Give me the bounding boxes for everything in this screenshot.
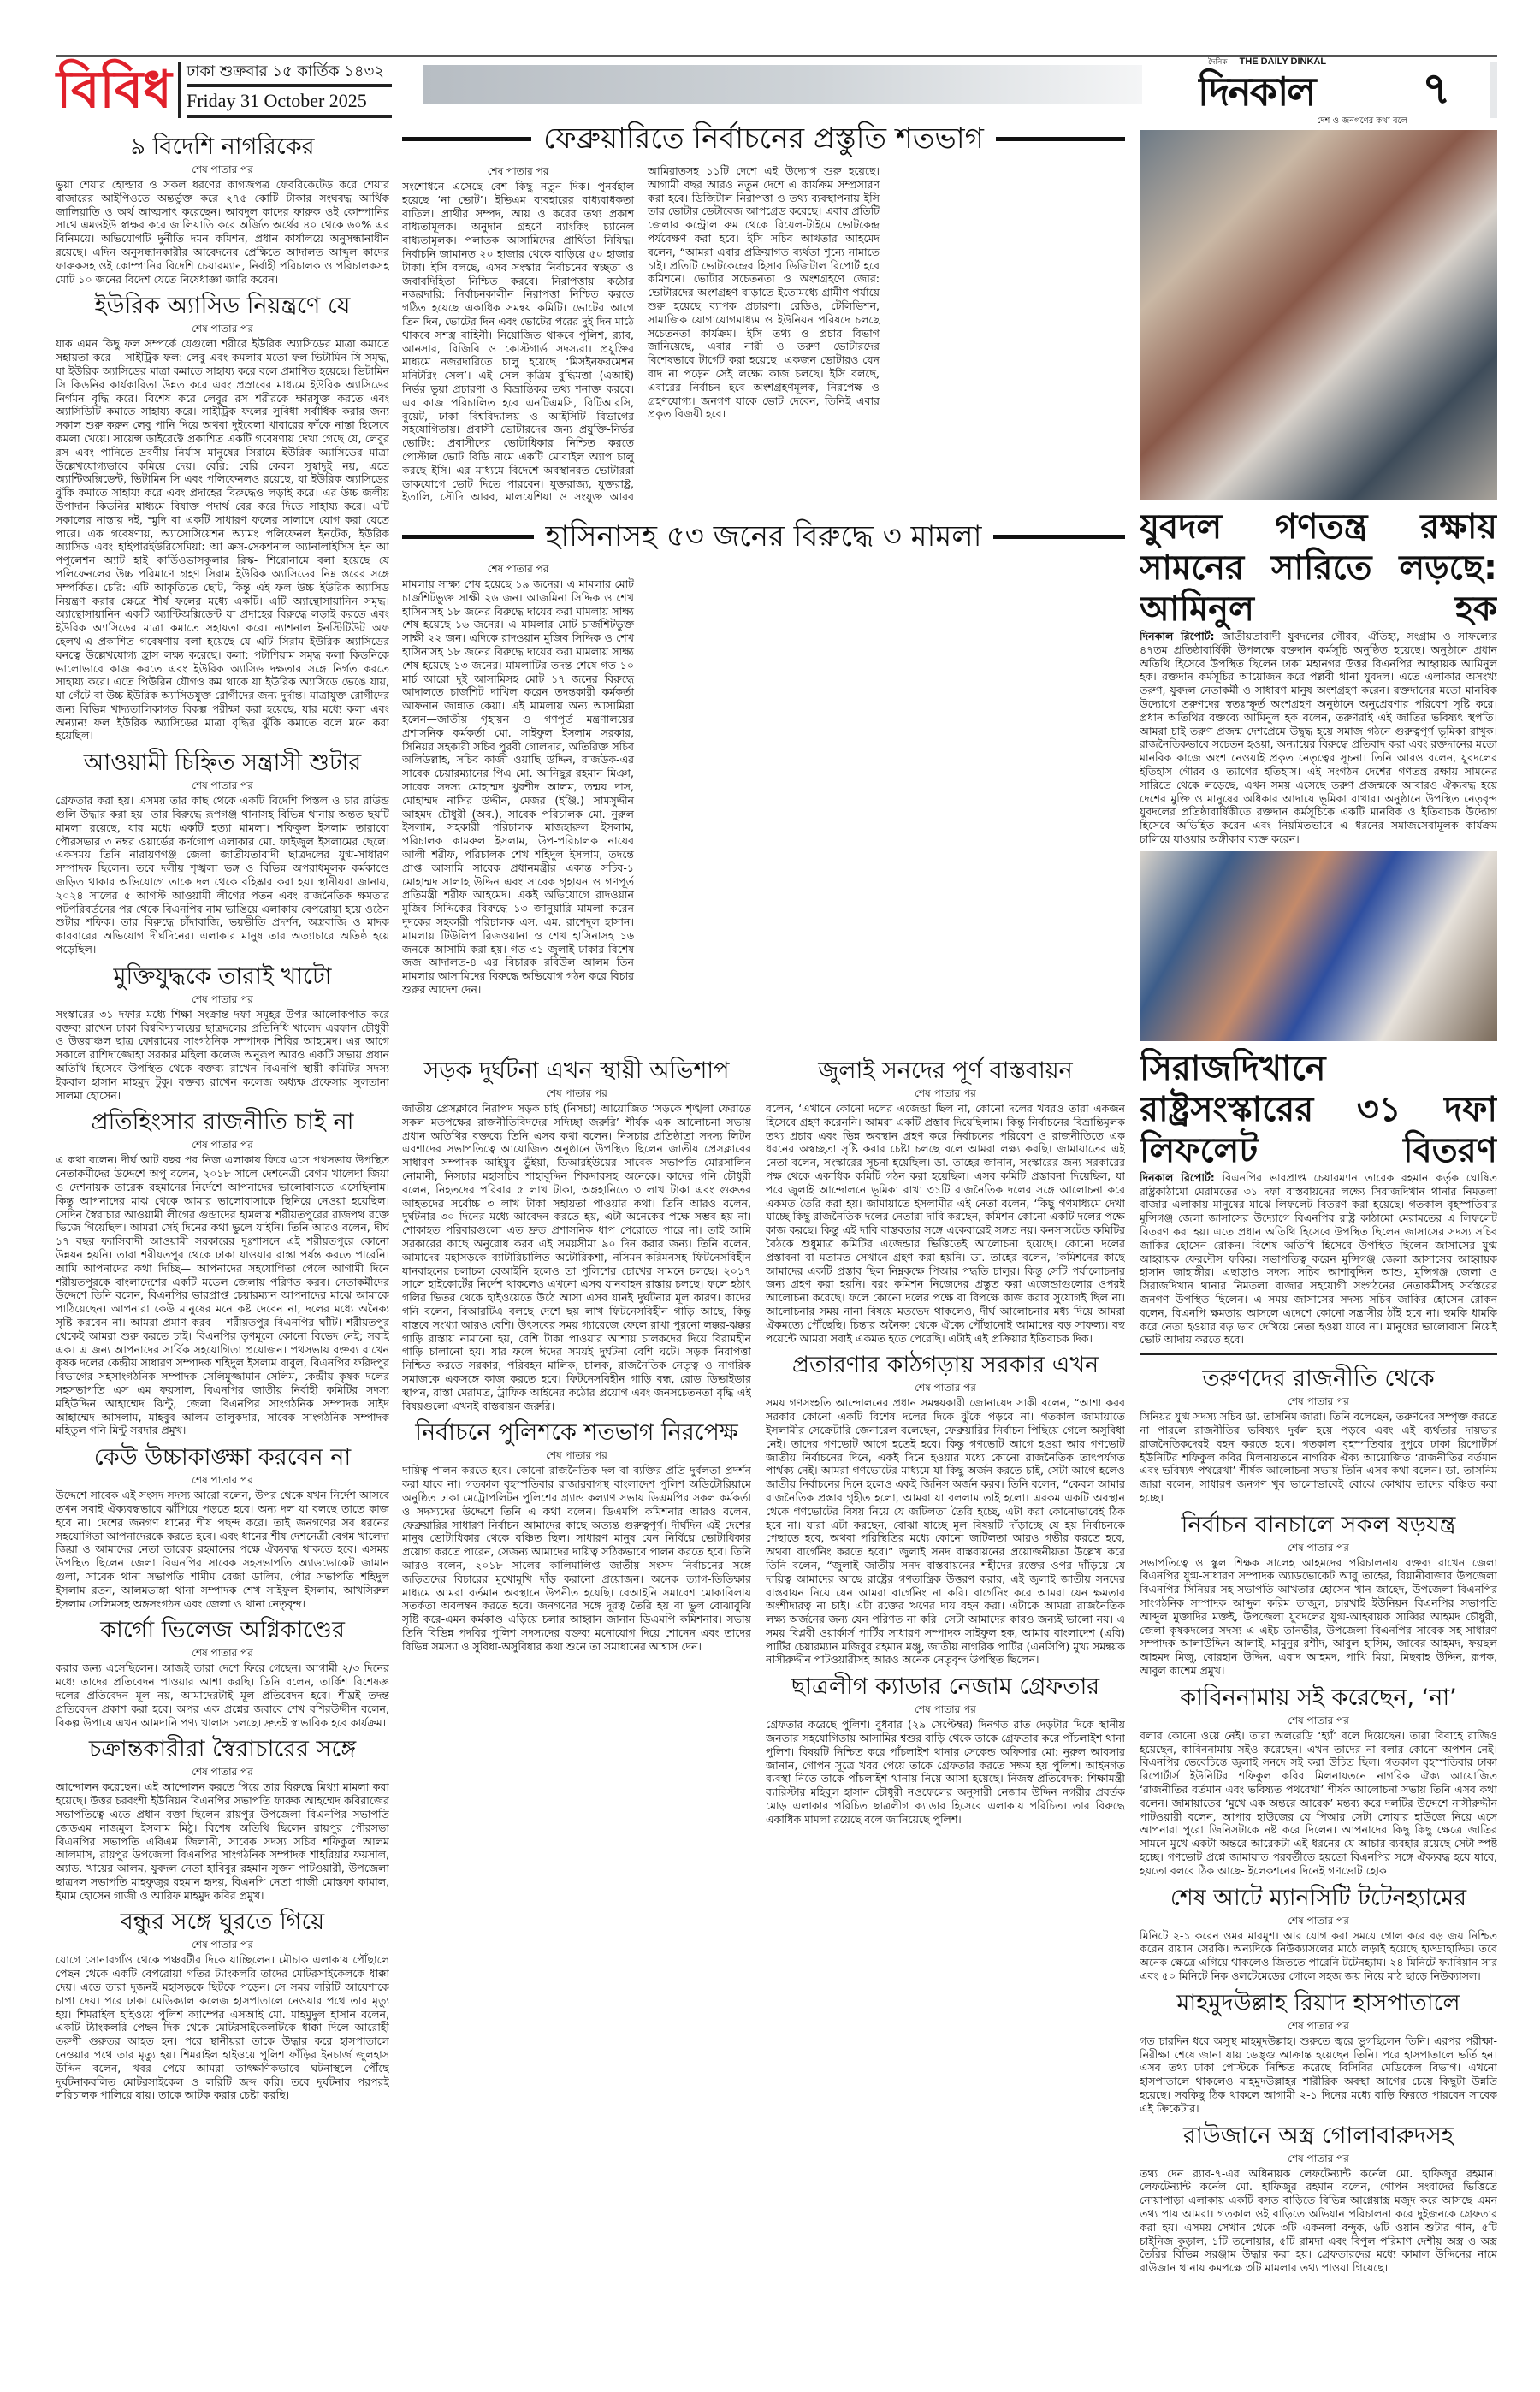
- continued-label: শেষ পাতার পর: [1288, 2019, 1349, 2032]
- article-body: সময় গণসংহতি আন্দোলনের প্রধান সমন্বয়কারী জোনায়েদ সাকী বলেন, “আশা করব সরকার কোনো একটি বিশেষ দলের দিকে ঝুঁকে পড়বে না। গতকাল জামায়াতে ইসলামীর সেক্রেটারি জেনারেল বলেছেন, ফেব্রুয়ারির নির্বাচন পিছিয়ে গেলে অসুবিধা নেই। তাদের গণভোট আগে হতেই হবে। কিন্তু গণভোট আগে হওয়া আর গণভোট জাতীয় নির্বাচনের দিনে, একই দিনে হওয়ার মধ্যে কোনো রাজনৈতিক তাৎপর্যগত পার্থক্য নেই। আমরা গণভোটের মাধ্যমে যা কিছু অর্জন করতে চাই, সেটা আগে হলেও জাতীয় নির্বাচনের দিনে হলেও একই জিনিস অর্জন করব। তিনি বলেন, “কেবল আমার রাজনৈতিক প্রস্তাব গৃহীত হলো, আমরা যা বললাম তাই হলো। এরকম একটি অবস্থান থেকে গণভোটের বিষয় নিয়ে যে জটিলতা তৈরি হচ্ছে, এটা করা কোনোভাবেই ঠিক হবে না। যারা এটা করছেন, বোঝা যাচ্ছে মূল বিষয়টি দাঁড়াচ্ছে যে হয় নির্বাচনকে পেছাতে হবে, অথবা পরিস্থিতির মধ্যে কোনো জটিলতা আরও গভীর করতে হবে, অথবা বার্গেনিং করতে হবে।” জুলাই সনদ বাস্তবায়নের প্রয়োজনীয়তা উল্লেখ করে তিনি বলেন, “জুলাই জাতীয় সনদ বাস্তবায়নের শহীদের রক্তের ওপর দাঁড়িয়ে যে দায়িত্ব আমাদের আছে রাষ্ট্রের গণতান্ত্রিক উত্তরণ করার, এই জুলাই জাতীয় সনদের বাস্তবায়ন নিয়ে যেন আমরা বার্গেনিং না করি। বার্গেনিং করে আমরা যেন ক্ষমতার অংশীদারত্ব না চাই। এটা রক্তের ঋণের দায় বহন করা। এটাকে আমরা রাজনৈতিক লক্ষ্য অর্জনের জন্য যেন পরিণত না করি। সেটা আমাদের কারও জন্যই ভালো নয়। এ সময় বিপ্লবী ওয়ার্কার্স পার্টির সাধারণ সম্পাদক সাইফুল হক, আমার বাংলাদেশ (এবি) পার্টির চেয়ারম্যান মজিবুর রহমান মঞ্জু, জাতীয় নাগরিক পার্টির (এনসিপি) মুখ্য সমন্বয়ক নাসীরুদ্দীন পাটওয়ারীসহ আরও অনেক নেতৃবৃন্দ উপস্থিত ছিলেন।: [766, 1396, 1125, 1667]
- reporter-credit: দিনকাল রিপোর্ট:: [1140, 1170, 1215, 1184]
- divider: [187, 84, 392, 87]
- article-body: যোগে সোনারগাঁও থেকে পঞ্চবটীর দিকে যাচ্ছিলেন। মৌচাক এলাকায় পৌঁছালে পেছন থেকে একটি বেপরোয়া গতির ট্যাংকলরি তাদের মোটরসাইকেলকে ধাক্কা দেয়। এতে তারা দুজনই মহাসড়কে ছিটকে পড়েন। সে সময় লরিটি আয়েশাকে চাপা দেয়। পরে ঢাকা মেডিক্যাল কলেজ হাসপাতালে নেওয়ার পথে তার মৃত্যু হয়। শিমরাইল হাইওয়ে পুলিশ ক্যাম্পের এসআই মো. মাহমুদুল হাসান বলেন, একটি ট্যাংকলরি পেছন দিক থেকে মোটরসাইকেলটিকে ধাক্কা দিলে আরোহী তরুণী গুরুতর আহত হন। পরে স্থানীয়রা তাকে উদ্ধার করে হাসপাতালে নেওয়ার পথে তার মৃত্যু হয়। শিমরাইল হাইওয়ে পুলিশ ফাঁড়ির ইনচার্জ জুলহাস উদ্দিন বলেন, খবর পেয়ে আমরা তাৎক্ষণিকভাবে ঘটনাস্থলে পৌঁছে দুর্ঘটনাকবলিত মোটরসাইকেল ও লরিটি জব্দ করি। তবে দুর্ঘটনার পরপরই লরিচালক পালিয়ে যায়। তাকে আটক করার চেষ্টা করছি।: [56, 1953, 389, 2102]
- continued-label: শেষ পাতার পর: [1288, 1541, 1349, 1554]
- headline: যুবদল গণতন্ত্র রক্ষায় সামনের সারিতে লড়ছে: আমিনুল হক: [1140, 507, 1497, 629]
- continued-label: শেষ পাতার পর: [915, 1382, 976, 1394]
- divider: [187, 115, 392, 118]
- article-text: [766, 1718, 1125, 1826]
- headline: ফেব্রুয়ারিতে নির্বাচনের প্রস্তুতি শতভাগ: [543, 121, 984, 156]
- continued-label: শেষ পাতার পর: [1288, 2152, 1349, 2164]
- article-text: [56, 1008, 389, 1103]
- headline: তরুণদের রাজনীতি থেকে: [1202, 1365, 1435, 1393]
- divider: [178, 62, 181, 118]
- article: [56, 1734, 389, 1902]
- article: [56, 748, 389, 956]
- date-english: Friday 31 October 2025: [187, 90, 367, 111]
- headline: কার্গো ভিলেজ অগ্নিকাণ্ডের: [100, 1617, 345, 1644]
- article-text: [402, 1464, 751, 1653]
- headline: প্রতারণার কাঠগড়ায় সরকার এখন: [791, 1352, 1099, 1379]
- section-name: বিবিধ: [56, 60, 172, 120]
- article: [56, 1615, 389, 1729]
- article-text: [402, 1102, 751, 1412]
- headline-row: [402, 120, 1125, 157]
- article: [766, 1350, 1125, 1667]
- continued-label: শেষ পাতার পর: [546, 1449, 607, 1462]
- right-column: [1140, 130, 1497, 2386]
- logo-bengali: দিনকাল: [1198, 68, 1315, 115]
- divider: [402, 137, 531, 141]
- continued-label: শেষ পাতার পর: [192, 1766, 253, 1779]
- article: [402, 1418, 751, 1653]
- left-column: [56, 130, 389, 2382]
- article-body: ভুয়া শেয়ার হোল্ডার ও সকল ধরণের কাগজপত্র ফেবরিকেটেড করে শেয়ার বাজারের আইপিওতে অন্তর্ভুক্ত করে ২৭৫ কোটি টাকার সংঘবদ্ধ আর্থিক জালিয়াতি ও অর্থ আত্মসাৎ করেছেন। আবদুল কাদের ফারুক ওই কোম্পানির সাথে এমওইউ স্বাক্ষর করে জালিয়াতি করে অর্জিত অর্থের ৪০ থেকে ৬০% এর বিনিময়ে। অভিযোগটি দুর্নীতি দমন কমিশন, প্রধান কার্যালয়ে অনুসন্ধানাধীন রয়েছে। এদিন অনুসন্ধানকারীর আবেদনের প্রেক্ষিতে আদালত আব্দুল কাদের ফারুকসহ ওই কোম্পানির বিদেশি চেয়ারম্যান, নির্বাহী পরিচালক ও পরিচালকসহ মোট ১০ জনের বিদেশ যেতে নিষেধাজ্ঞা জারি করেন।: [56, 178, 389, 286]
- continued-label: শেষ পাতার পর: [192, 1647, 253, 1660]
- article-text: [56, 1953, 389, 2102]
- article-body: তথ্য দেন র‍্যাব-৭-এর অধিনায়ক লেফটেন্যান্ট কর্নেল মো. হাফিজুর রহমান। লেফটেন্যান্ট কর্নেল মো. হাফিজুর রহমান বলেন, গোপন সংবাদের ভিত্তিতে নোয়াপাড়া এলাকায় একটি বসত বাড়িতে বিভিন্ন আগ্নেয়াস্ত্র মজুদ করে আসছে এমন তথ্য পায় আমরা। গতকাল ওই বাড়িতে অভিযান পরিচালনা করে দুইজনকে গ্রেফতার করা হয়। এসময় সেখান থেকে ৩টি একনলা বন্দুক, ৬টি ওয়ান শুটার গান, ৫টি চাইনিজ কুড়াল, ১টি তলোয়ার, ৫টি রামদা এবং বিপুল পরিমাণ দেশীয় অস্ত্র ও অস্ত্র তৈরির বিভিন্ন সরঞ্জাম উদ্ধার করা হয়। গ্রেফতারদের মধ্যে কামাল উদ্দিনের নামে রাউজান থানায় কমপক্ষে ৩টি মামলার তথ্য পাওয়া গিয়েছে।: [1140, 2166, 1497, 2275]
- article: [56, 1907, 389, 2102]
- article: [56, 1107, 389, 1437]
- continued-label: শেষ পাতার পর: [487, 165, 549, 177]
- article-body: করার জন্য এসেছিলেন। আজই তারা দেশে ফিরে গেছেন। আগামী ২/৩ দিনের মধ্যে তাদের প্রতিবেদন পাওয়ার আশা করছি। তিনি বলেন, তার্কিশ বিশেষজ্ঞ দলের প্রতিবেদন মূল নয়, আমাদেরটাই মূল প্রতিবেদন হবে। শীঘ্রই তদন্ত প্রতিবেদন প্রকাশ করা হবে। অপর এক প্রশ্নের জবাবে শেখ বশিরউদ্দীন বলেন, বিকল্প উপায়ে এখন আমদানি পণ্য খালাস চলছে। দ্রুতই স্বাভাবিক হবে কার্যক্রম।: [56, 1661, 389, 1729]
- article: [1140, 1683, 1497, 1878]
- headline: ইউরিক অ্যাসিড নিয়ন্ত্রণে যে: [94, 293, 351, 320]
- headline: জুলাই সনদের পূর্ণ বাস্তবায়ন: [818, 1057, 1073, 1084]
- logo-top-row: [1198, 56, 1407, 68]
- article-text: [1140, 2167, 1497, 2275]
- top-story: [402, 120, 1125, 518]
- headline: ছাত্রলীগ ক্যাডার নেজাম গ্রেফতার: [791, 1673, 1100, 1701]
- article-text: [56, 794, 389, 956]
- continued-label: শেষ পাতার পর: [192, 992, 253, 1005]
- headline: কেউ উচ্চাকাঙ্ক্ষা করবেন না: [93, 1444, 352, 1471]
- article-body: গ্রেফতার করা হয়। এসময় তার কাছ থেকে একটি বিদেশি পিস্তল ও চার রাউন্ড গুলি উদ্ধার করা হয়। তার বিরুদ্ধে রূপগঞ্জ থানাসহ বিভিন্ন থানায় অন্তত ছয়টি মামলা রয়েছে, যার মধ্যে একটি হত্যা মামলা। শফিকুল ইসলাম তারাবো পৌরসভার ৩ নম্বর ওয়ার্ডের কর্ণগোপ এলাকার মো. ফাইজুল ইসলামের ছেলে। একসময় তিনি নারায়ণগঞ্জ জেলা জাতীয়তাবাদী ছাত্রদলের যুগ্ম-সাধারণ সম্পাদক ছিলেন। তবে দলীয় শৃঙ্খলা ভঙ্গ ও বিভিন্ন অপরাধমূলক কর্মকাণ্ডে জড়িত থাকার অভিযোগে তাকে দল থেকে বহিষ্কার করা হয়। স্থানীয়রা জানায়, ২০২৪ সালের ৫ আগস্ট আওয়ামী লীগের পতন এবং রাজনৈতিক ক্ষমতার পটপরিবর্তনের পর থেকে বিএনপির নাম ভাঙিয়ে এলাকায় বেপরোয়া হয়ে ওঠেন শুটার শফিক। তার বিরুদ্ধে চাঁদাবাজি, ভয়ভীতি প্রদর্শন, অস্ত্রবাজি ও মাদক কারবারের অভিযোগ দীর্ঘদিনের। এলাকার মানুষ তার অত্যাচারে অতিষ্ঠ হয়ে পড়েছিল।: [56, 794, 389, 956]
- article-body: বিএনপির ভারপ্রাপ্ত চেয়ারম্যান তারেক রহমান কর্তৃক ঘোষিত রাষ্ট্রকাঠামো মেরামতের ৩১ দফা বাস্তবায়নের লক্ষ্যে সিরাজদিখান থানার নিমতলা বাজার এলাকায় মানুষের মাঝে লিফলেট বিতরণ করা হয়েছে। গতকাল বৃহস্পতিবার মুন্সিগঞ্জ জেলা জাসাসের উদ্যোগে বিএনপির রাষ্ট্র কাঠামো মেরামতের এ লিফলেট বিতরণ করা হয়। এতে প্রধান অতিথি হিসেবে উপস্থিত ছিলেন জাসাসের সদস্য সচিব জাকির হোসেন রোকন। বিশেষ অতিথি হিসেবে উপস্থিত ছিলেন জাসাসের যুগ্ম আহ্বায়ক ফেরদৌস ফকির। সভাপতিত্ব করেন মুন্সিগঞ্জ জেলা জাসাসের আহ্বায়ক হাসান জাহাঙ্গীর। এছাড়াও সদস্য সচিব আশাবুদ্দিন আশু, মুন্সিগঞ্জ জেলা ও সিরাজদিখান থানার নিমতলা বাজার সহযোগী সংগঠনের নেতাকর্মীসহ সর্বস্তরের জনগণ উপস্থিত ছিলেন। এ সময় জাসাসের সদস্য সচিব জাকির হোসেন রোকন বলেন, বিএনপি ক্ষমতায় আসলে এদেশে কোনো সন্ত্রাসীর ঠাঁই হবে না। হুমকি ধামকি করে নেতা হওয়ার বড় ভাব দেখিয়ে নেতা হওয়া যাবে না। মানুষের ভালোবাসা নিয়েই ভোট আদায় করতে হবে।: [1140, 1170, 1497, 1347]
- article-body: বলার কোনো ওয়ে নেই। তারা অলরেডি ‘হ্যাঁ’ বলে দিয়েছেন। তারা বিবাহে রাজিও হয়েছেন, কাবিননামায় সইও করেছেন। এখন তাদের না বলার কোনো অপশন নেই। বিএনপির ভেবেচিন্তে জুলাই সনদে সই করা উচিত ছিল। গতকাল বৃহস্পতিবার ঢাকা রিপোর্টার্স ইউনিটির শফিকুল কবির মিলনায়তনে নাগরিক ঐক্য আয়োজিত ‘রাজনীতির বর্তমান এবং ভবিষ্যত পথরেখা’ শীর্ষক আলোচনা সভায় তিনি এসব কথা বলেন। জামায়াতের ‘মুখে এক অন্তরে আরেক’ মন্তব্য করে দলটির উদ্দেশে নাসীরুদ্দীন পাটওয়ারী বলেন, আপার হাউজের যে পিআর সেটা লোয়ার হাউজে নিয়ে এসে আপনারা পুরো জিনিসটাকে নষ্ট করে দিলেন। আপনাদের কিছু কিছু ক্ষেত্রে জাতির সামনে মুখে একটা অন্তরে আরেকটা এই ধরনের যে আচার-ব্যবহার রয়েছে সেটা স্পষ্ট হচ্ছে। গণভোট প্রশ্নে জামায়াত পরবর্তীতে হয়তো বিএনপির সঙ্গে ঐক্যবদ্ধ হয়ে যাবে, হয়তো বলবে ঠিক আছে- ইলেকশনের দিনেই গণভোট হোক।: [1140, 1728, 1497, 1877]
- article-text: [1140, 1929, 1497, 1983]
- headline: হাসিনাসহ ৫৩ জনের বিরুদ্ধে ৩ মামলা: [545, 519, 982, 554]
- headline: সিরাজদিখানে রাষ্ট্রসংস্কারের ৩১ দফা লিফলেট বিতরণ: [1140, 1048, 1497, 1170]
- article-body: সিনিয়র যুগ্ম সদস্য সচিব ডা. তাসনিম জারা। তিনি বলেছেন, তরুণদের সম্পৃক্ত করতে না পারলে রাজনীতির ভবিষ্যৎ দুর্বল হয়ে পড়বে এবং এই ব্যর্থতার দায়ভার রাজনৈতিকদেরই বহন করতে হবে। গতকাল বৃহস্পতিবার দুপুরে ঢাকা রিপোর্টার্স ইউনিটির শফিকুল কবির মিলনায়তনে নাগরিক ঐক্য আয়োজিত ‘রাজনীতির বর্তমান এবং ভবিষ্যৎ পথরেখা’ শীর্ষক আলোচনা সভায় তিনি এসব কথা বলেন। ডা. তাসনিম জারা বলেন, সাধারণ জনগণ খুব ভালোভাবেই বোঝে কোথায় তাদের বঞ্চিত করা হচ্ছে।: [1140, 1410, 1497, 1504]
- lower-left-column: [402, 1054, 751, 2384]
- article-text: [56, 1153, 389, 1437]
- article: [56, 132, 389, 286]
- continued-label: শেষ পাতার পর: [915, 1703, 976, 1716]
- continued-label: শেষ পাতার পর: [1288, 1395, 1349, 1408]
- continued-label: শেষ পাতার পর: [487, 563, 549, 575]
- divider: [1140, 1353, 1497, 1355]
- article-body: দায়িত্ব পালন করতে হবে। কোনো রাজনৈতিক দল বা ব্যক্তির প্রতি দুর্বলতা প্রদর্শন করা যাবে না। গতকাল বৃহস্পতিবার রাজারবাগস্থ বাংলাদেশ পুলিশ অডিটোরিয়ামে অনুষ্ঠিত ঢাকা মেট্রোপলিটন পুলিশের গ্র্যান্ড কল্যাণ সভায় ডিএমপির সকল কর্মকর্তা ও সদস্যদের উদ্দেশে তিনি এ কথা বলেন। ডিএমপি কমিশনার আরও বলেন, ফেব্রুয়ারির সাধারণ নির্বাচন আমাদের কাছে অত্যন্ত গুরুত্বপূর্ণ। দীর্ঘদিন এই দেশের মানুষ ভোটাধিকার থেকে বঞ্চিত ছিল। সাধারণ মানুষ যেন নির্বিঘ্নে ভোটাধিকার প্রয়োগ করতে পারেন, সেজন্য আমাদের দায়িত্ব সঠিকভাবে পালন করতে হবে। তিনি আরও বলেন, ২০১৮ সালের কালিমালিপ্ত জাতীয় সংসদ নির্বাচনের সঙ্গে জড়িতদের বিচারের মুখোমুখি দাঁড় করানো প্রয়োজন। অনেক ত্যাগ-তিতিক্ষার মাধ্যমে আমরা বর্তমান অবস্থানে উপনীত হয়েছি। বেআইনি সমাবেশ মোকাবিলায় সতর্কতা অবলম্বন করতে হবে। জনগণের সঙ্গে দূরত্ব তৈরি হয় বা ভুল বোঝাবুঝি সৃষ্টি করে-এমন কর্মকাণ্ড এড়িয়ে চলার আহ্বান জানান ডিএমপি কমিশনার। সভায় তিনি বিভিন্ন পদবির পুলিশ সদস্যদের বক্তব্য মনোযোগ দিয়ে শোনেন এবং তাদের বিভিন্ন সমস্যা ও সুবিধা-অসুবিধার কথা শুনে তা সমাধানের আশ্বাস দেন।: [402, 1464, 751, 1653]
- article-body: সভাপতিত্বে ও স্কুল শিক্ষক সালেহ আহমদের পরিচালনায় বক্তব্য রাখেন জেলা বিএনপির যুগ্ম-সাধারণ সম্পাদক অ্যাডভোকেট আবু তাহের, বিয়ানীবাজার উপজেলা বিএনপির সিনিয়র সহ-সভাপতি আখতার হোসেন খান জাহেদ, উপজেলা বিএনপির সাংগঠনিক সম্পাদক আব্দুল করিম তাজুল, চারখাই ইউনিয়ন বিএনপির সভাপতি আব্দুল মুক্তাদির মক্তই, উপজেলা যুবদলের যুগ্ম-আহবায়ক সাব্বির আহমদ চৌধুরী, জেলা কৃষকদলের সদস্য এ এইচ তানভীর, উপজেলা বিএনপির সাবেক সহ-সাধারণ সম্পাদক আলাউদ্দিন আলাই, মামুনুর রশীদ, আবুল হাসিম, জাবের আহমদ, ফয়ছল আহমদ মিজু, বোরহান উদ্দিন, এবাদ আহমদ, পাখি মিয়া, মিছবাহ উদ্দিন, রূপক, আবুল কাশেম প্রমুখ।: [1140, 1555, 1497, 1678]
- continued-label: শেষ পাতার পর: [1288, 1714, 1349, 1726]
- continued-label: শেষ পাতার পর: [915, 1087, 976, 1099]
- continued-label: শেষ পাতার পর: [192, 163, 253, 175]
- date-bengali: ঢাকা শুক্রবার ১৫ কার্তিক ১৪৩২: [187, 62, 384, 80]
- article-body: গ্রেফতার করেছে পুলিশ। বুধবার (২৯ সেপ্টেম্বর) দিনগত রাত দেড়টার দিকে স্থানীয় জনতার সহযোগিতায় আসামির শ্বশুর বাড়ি থেকে তাকে গ্রেফতার করে পাঁচলাইশ থানা পুলিশ। বিষয়টি নিশ্চিত করে পাঁচলাইশ থানার সেকেন্ড অফিসার মো: নুরুল আবসার জানান, গোপন সূত্রে খবর পেয়ে তাকে গ্রেফতার করতে সক্ষম হয় পুলিশ। আইনগত ব্যবস্থা নিতে তাকে পাঁচলাইশ থানায় নিয়ে আসা হয়েছে। নিজস্ব প্রতিবেদক: শিক্ষামন্ত্রী ব্যারিস্টার মহিবুল হাসান চৌধুরী নওফেলের অনুসারী নেজাম উদ্দিন নগরীর প্রবর্তক মোড় এলাকার পরিচিত ছাত্রলীগ ক্যাডার হিসেবে এলাকায় পরিচিত। তার বিরুদ্ধে একাধিক মামলা রয়েছে বলে জানিয়েছে পুলিশ।: [766, 1718, 1125, 1826]
- divider: [993, 535, 1125, 539]
- article-body: জাতীয়তাবাদী যুবদলের গৌরব, ঐতিহ্য, সংগ্রাম ও সাফল্যের ৪৭তম প্রতিষ্ঠাবার্ষিকী উপলক্ষে রক্তদান কর্মসূচি অনুষ্ঠিত হয়েছে। অনুষ্ঠানে প্রধান অতিথি হিসেবে উপস্থিত ছিলেন ঢাকা মহানগর উত্তর বিএনপির আহ্বায়ক আমিনুল হক। রক্তদান কর্মসূচির আয়োজন করে পল্লবী থানা যুবদল। এতে এলাকার অসংখ্য তরুণ, যুবদল নেতাকর্মী ও সাধারণ মানুষ অংশগ্রহণ করেন। রক্তদানের মতো মানবিক উদ্যোগে তরুণদের স্বতঃস্ফূর্ত অংশগ্রহণ অনুষ্ঠানে অনুপ্রেরণার পরিবেশ সৃষ্টি করে। প্রধান অতিথির বক্তব্যে আমিনুল হক বলেন, তরুণরাই এই জাতির ভবিষ্যৎ স্থপতি। আমরা চাই তরুণ প্রজন্ম দেশপ্রেমে উদ্বুদ্ধ হয়ে সমাজ গঠনে গুরুত্বপূর্ণ ভূমিকা রাখুক। রাজনৈতিকভাবে সচেতন হওয়া, অন্যায়ের বিরুদ্ধে প্রতিবাদ করা এবং রক্তদানের মতো মানবিক কাজে অংশ নেওয়াই প্রকৃত নেতৃত্বের সূচনা। তিনি আরও বলেন, যুবদলের ইতিহাস গৌরব ও ত্যাগের ইতিহাস। এই সংগঠন দেশের গণতন্ত্র রক্ষায় সামনের সারিতে থেকে লড়েছে, এখন সময় এসেছে তরুণ প্রজন্মকে আবারও ঐক্যবদ্ধ হয়ে দেশের মুক্তি ও মানুষের অধিকার আদায়ে ভূমিকা রাখার। অনুষ্ঠানে উপস্থিত নেতৃবৃন্দ যুবদলের প্রতিষ্ঠাবার্ষিকীতে রক্তদান কর্মসূচিকে একটি মানবিক ও ইতিবাচক উদ্যোগ হিসেবে অভিহিত করেন এবং নিয়মিতভাবে এ ধরনের সমাজসেবামূলক কার্যক্রম চালিয়ে যাওয়ার অঙ্গীকার ব্যক্ত করেন।: [1140, 630, 1497, 845]
- headline: নির্বাচন বানচালে সকল ষড়যন্ত্র: [1181, 1511, 1456, 1538]
- article-body: জাতীয় প্রেসক্লাবে নিরাপদ সড়ক চাই (নিসচা) আয়োজিত ‘সড়কে শৃঙ্খলা ফেরাতে সকল মতপক্ষের রাজনীতিবিদদের সদিচ্ছা জরুরি’ শীর্ষক এক আলোচনা সভায় প্রধান অতিথির বক্তব্যে তিনি এসব কথা বলেন। নিসচার প্রতিষ্ঠাতা সদস্য লিটন এরশাদের সভাপতিত্বে আয়োজিত অনুষ্ঠানে উপস্থিত ছিলেন জাতীয় প্রেসক্লাবের সাধারণ সম্পাদক আইয়ুব ভুঁইয়া, ডিআরইউয়ের সাবেক সভাপতি মোরসালিন নোমানী, নিসচার মহাসচিব শাহাবুদ্দিন শিকদারসহ অনেকে। কাদের গনি চৌধুরী বলেন, নিহতদের পরিবার ৫ লাখ টাকা, অঙ্গহানিতে ৩ লাখ টাকা এবং গুরুতর আহতদের সর্বোচ্চ ৩ লাখ টাকা সহায়তা পাওয়ার কথা। তিনি আরও বলেন, দুর্ঘটনার ৩০ দিনের মধ্যে আবেদন করতে হয়, এটা অনেকের পক্ষে সম্ভব হয় না। শোকাহত পরিবারগুলো এত দ্রুত প্রশাসনিক ধাপ পেরোতে পারে না। তাই আমি সরকারের কাছে অনুরোধ করব এই সময়সীমা ৯০ দিন করার জন্য। তিনি বলেন, আমাদের মহাসড়কে ব্যাটারিচালিত অটোরিকশা, নসিমন-করিমনসহ ফিটনেসবিহীন যানবাহনের চলাচল বেআইনি হলেও তা পুলিশের চোখের সামনে চলছে। ২০১৭ সালে হাইকোর্টের নির্দেশ থাকলেও এখনো এসব যানবাহন রাস্তায় চলছে। ফলে হঠাৎ গলির ভিতর থেকে হাইওয়েতে উঠে আসা এসব যানই দুর্ঘটনার মূল কারণ। কাদের গনি বলেন, বিআরটিএ বলছে দেশে ছয় লাখ ফিটনেসবিহীন গাড়ি আছে, কিন্তু বাস্তবে সংখ্যা আরও বেশি। উৎসবের সময় গ্যারেজে ফেলে রাখা পুরনো লক্কর-ঝক্কর গাড়ি রাস্তায় নামানো হয়, বেশি টাকা পাওয়ার আশায় চালকদের দিয়ে বিরামহীন গাড়ি চালানো হয়। যার ফলে ঈদের সময়ই দুর্ঘটনা বেশি ঘটে। সড়ক নিরাপত্তা নিশ্চিত করতে সরকার, পরিবহন মালিক, চালক, রাজনৈতিক নেতৃত্ব ও নাগরিক সমাজকে একসঙ্গে কাজ করতে হবে। ফিটনেসবিহীন গাড়ি বন্ধ, রোড ডিভাইডার স্থাপন, রাস্তা মেরামত, ট্রাফিক আইনের কঠোর প্রয়োগ এবং জনসচেতনতা বৃদ্ধি এই বিষয়গুলো এখনই বাস্তবায়ন জরুরি।: [402, 1102, 751, 1412]
- article-text: [56, 337, 389, 743]
- article: [1140, 2121, 1497, 2275]
- continued-label: শেষ পাতার পর: [192, 1474, 253, 1487]
- headline: আওয়ামী চিহ্নিত সন্ত্রাসী শুটার: [83, 749, 362, 777]
- divider: [402, 535, 534, 539]
- continued-label: শেষ পাতার পর: [546, 1087, 607, 1099]
- article-text: [56, 178, 389, 286]
- header-banner: [424, 65, 1142, 104]
- logo-tagline: দেশ ও জনগণের কথা বলে: [1317, 116, 1407, 126]
- article-text: [1140, 2034, 1497, 2116]
- article: [1140, 1883, 1497, 1983]
- date-block: [187, 62, 392, 120]
- page-edge: [1490, 62, 1497, 118]
- headline: চক্রান্তকারীরা স্বৈরাচারের সঙ্গে: [88, 1736, 357, 1763]
- article-body: উদ্দেশে সাবেক এই সংসদ সদস্য আরো বলেন, উপর থেকে যখন নির্দেশ আসবে তখন সবাই ঐক্যবদ্ধভাবে ঝাঁপিয়ে পড়তে হবে। অন্য দল যা বলছে তাতে কাজ হবে না। দেশের জনগণ ধানের শীষ পছন্দ করে। তাই জনগণের সব ধরনের সহযোগিতা আপনাদেরকে করতে হবে। এবং ধানের শীষ দেশনেত্রী বেগম খালেদা জিয়া ও আমাদের নেতা তারেক রহমানের পক্ষে ঐক্যবদ্ধ থাকতে হবে। এসময় উপস্থিত ছিলেন জেলা বিএনপির সাবেক সহসভাপতি অ্যাডভোকেট জামান গুলা, সাবেক থানা সভাপতি শামীম রেজা ডালিম, পৌর সভাপতি শহিদুল ইসলাম রতন, আলমডাঙ্গা থানা সম্পাদক শেখ সাইফুল ইসলাম, আখসিরুল ইসলাম সেলিমসহ অঙ্গসংগঠন এবং জেলা ও থানা নেতৃবৃন্দ।: [56, 1489, 389, 1610]
- headline: প্রতিহিংসার রাজনীতি চাই না: [91, 1109, 354, 1136]
- article-text: [766, 1396, 1125, 1667]
- page-number: ৭: [1422, 63, 1451, 115]
- article-body: যাক এমন কিছু ফল সম্পর্কে যেগুলো শরীরে ইউরিক অ্যাসিডের মাত্রা কমাতে সহায়তা করে— সাইট্রিক ফল: লেবু এবং কমলার মতো ফল ভিটামিন সি সমৃদ্ধ, যা ইউরিক অ্যাসিডের মাত্রা কমাতে সাহায্য করে বলে প্রমাণিত হয়েছে। ভিটামিন সি কিডনির কার্যকারিতা উন্নত করে এবং প্রস্রাবের মাধ্যমে ইউরিক অ্যাসিডের নির্গমন বৃদ্ধি করে। বিশেষ করে লেবুর রস শরীরকে ক্ষারযুক্ত করতে এবং অ্যাসিডিটি কমাতে সাহায্য করে। সাইট্রিক ফলের সুবিধা সর্বাধিক করার জন্য সকাল শুরু করুন লেবু পানি দিয়ে অথবা দুইবেলা খাবারের ফাঁকে নাস্তা হিসেবে কমলা খেয়ে। সায়েন্স ডাইরেক্টে প্রকাশিত একটি গবেষণায় দেখা গেছে যে, লেবুর রস এবং পানিতে দ্রবণীয় নির্যাস মানুষের সিরামে ইউরিক অ্যাসিডের মাত্রা উল্লেখযোগ্যভাবে কমিয়ে দেয়। বেরি: বেরি কেবল সুস্বাদুই নয়, এতে অ্যান্টিঅক্সিডেন্ট, ভিটামিন সি এবং পলিফেনলও রয়েছে, যা ইউরিক অ্যাসিডের ঝুঁকি কমাতে সাহায্য করে এবং প্রদাহের বিরুদ্ধেও লড়াই করে। এর উচ্চ জলীয় উপাদান কিডনির মাধ্যমে বিষাক্ত পদার্থ বের করে দিতে সাহায্য করে। এটি সকালের নাস্তায় দই, স্মুদি বা একটি সাধারণ ফলের সালাদে যোগ করা যেতে পারে। এক গবেষণায়, অ্যাসোসিয়েশন অ্যামং পলিফেনল ইনটেক, ইউরিক অ্যাসিড এবং হাইপারইউরিসেমিয়া: আ ক্রস-সেকশনাল অ্যানালাইসিস ইন আ পপুলেশন অ্যাট হাই কার্ডিওভাসকুলার রিস্ক- শিরোনামে বলা হয়েছে যে পলিফেনলের উচ্চ পরিমাণে গ্রহণ সিরাম ইউরিক অ্যাসিডের নিম্ন স্তরের সঙ্গে সম্পর্কিত। চেরি: এটি আকৃতিতে ছোট, কিন্তু এই ফল উচ্চ ইউরিক অ্যাসিড নিয়ন্ত্রণ করার ক্ষেত্রে শীর্ষ ফলের মধ্যে একটি। এটি অ্যান্থোসায়ানিন সমৃদ্ধ। অ্যান্থোসায়ানিন একটি অ্যান্টিঅক্সিডেন্ট যা প্রদাহের বিরুদ্ধে লড়াই করতে এবং ইউরিক অ্যাসিডের মাত্রা কমাতে সহায়তা করে। ন্যাশনাল ইনস্টিটিউট অফ হেলথ-এ প্রকাশিত গবেষণায় বলা হয়েছে যে এটি সিরাম ইউরিক অ্যাসিডের ঘনত্বে উল্লেখযোগ্য হ্রাস লক্ষ্য করেছে। কলা: পটাশিয়াম সমৃদ্ধ কলা কিডনিকে ভালোভাবে কাজ করতে এবং ইউরিক অ্যাসিড দক্ষতার সঙ্গে নির্গত করতে সাহায্য করে। এতে পিউরিন যৌগও কম থাকে যা ইউরিক অ্যাসিডে ভেঙে যায়, যা গেঁটে বা উচ্চ ইউরিক অ্যাসিডযুক্ত রোগীদের জন্য দুর্দান্ত। মাত্রাযুক্ত রোগীদের জন্য বিভিন্ন খাদ্যতালিকাগত বিকল্প পরীক্ষা করা হয়েছে, যার মধ্যে কলা এবং অন্যান্য ফল ইউরিক অ্যাসিডের মাত্রা বৃদ্ধির ঝুঁকি কমাতে বলে মনে করা হয়েছিল।: [56, 337, 389, 743]
- article-text: সংশোধনে এসেছে বেশ কিছু নতুন দিক। পুনর্বহাল হয়েছে ‘না ভোট’। ইভিএম ব্যবহারের বাধ্যবাধকতা বাতিল। প্রার্থীর সম্পদ, আয় ও করের তথ্য প্রকাশ বাধ্যতামূলক। অনুদান গ্রহণে ব্যাংকিং চ্যানেল বাধ্যতামূলক। পলাতক আসামিদের প্রার্থিতা নিষিদ্ধ। নির্বাচনি জামানত ২০ হাজার থেকে বাড়িয়ে ৫০ হাজার টাকা। ইসি বলছে, এসব সংস্কার নির্বাচনের স্বচ্ছতা ও জবাবদিহিতা নিশ্চিত করবে। নিরাপত্তায় কঠোর নজরদারি: নির্বাচনকালীন নিরাপত্তা নিশ্চিত করতে গঠিত হয়েছে একাধিক সমন্বয় কমিটি। ভোটের আগে তিন দিন, ভোটের দিন এবং ভোটের পরের দুই দিন মাঠে থাকবে সশস্ত্র বাহিনী। নিয়োজিত থাকবে পুলিশ, র‍্যাব, আনসার, বিজিবি ও কোস্টগার্ড সদস্যরা। প্রযুক্তির মাধ্যমে নজরদারিতে চালু হয়েছে ‘মিসইনফরমেশন মনিটরিং সেল’। এই সেল কৃত্রিম বুদ্ধিমত্তা (এআই) নির্ভর ভুয়া প্রচারণা ও বিভ্রান্তিকর তথ্য শনাক্ত করবে। এর কাজ পরিচালিত হবে এনটিএমসি, বিটিআরসি, বুয়েট, ঢাকা বিশ্ববিদ্যালয় ও আইসিটি বিভাগের সহযোগিতায়। প্রবাসী ভোটারদের জন্য প্রযুক্তি-নির্ভর ভোটিং: প্রবাসীদের ভোটাধিকার নিশ্চিত করতে পোস্টাল ভোট বিডি নামে একটি মোবাইল অ্যাপ চালু করছে ইসি। এর মাধ্যমে বিদেশে অবস্থানরত ভোটাররা ডাকযোগে ভোট দিতে পারবেন। যুক্তরাজ্য, যুক্তরাষ্ট্র, ইতালি, সৌদি আরব, মালয়েশিয়া ও সংযুক্ত আরব আমিরাতসহ ১১টি দেশে এই উদ্যোগ শুরু হয়েছে। আগামী বছর আরও নতুন দেশে এ কার্যক্রম সম্প্রসারণ করা হবে। ডিজিটাল নিরাপত্তা ও তথ্য ব্যবস্থাপনায় ইসি তার ভোটার ডেটাবেজ আপগ্রেড করেছে। এবার প্রতিটি জেলার কন্ট্রোল রুম থেকে রিয়েল-টাইমে ভোটকেন্দ্র পর্যবেক্ষণ করা হবে। ইসি সচিব আখতার আহমেদ বলেন, “আমরা এবার প্রক্রিয়াগত ব্যর্থতা শূন্যে নামাতে চাই। প্রতিটি ভোটকেন্দ্রের হিসাব ডিজিটাল রিপোর্ট হবে কমিশনে। ভোটার সচেতনতা ও অংশগ্রহণে জোর: ভোটারদের অংশগ্রহণ বাড়াতে ইতোমধ্যে গ্রামীণ পর্যায়ে শুরু হয়েছে ব্যাপক প্রচারণা। রেডিও, টেলিভিশন, সামাজিক যোগাযোগমাধ্যম ও ইউনিয়ন পরিষদে চলছে সচেতনতা কার্যক্রম। ইসি তথ্য ও প্রচার বিভাগ জানিয়েছে, এবার নারী ও তরুণ ভোটারদের বিশেষভাবে টার্গেট করা হয়েছে। একজন ভোটারও যেন বাদ না পড়েন সেই লক্ষ্যে কাজ চলছে। ইসি বলছে, এবারের নির্বাচন হবে অংশগ্রহণমূলক, নিরপেক্ষ ও গ্রহণযোগ্য। জনগণ যাকে ভোট দেবেন, তিনিই এবার প্রকৃত বিজয়ী হবে।: [402, 164, 880, 504]
- headline: বন্ধুর সঙ্গে ঘুরতে গিয়ে: [120, 1909, 325, 1936]
- article-body: আন্দোলন করেছেন। এই আন্দোলন করতে গিয়ে তার বিরুদ্ধে মিথ্যা মামলা করা হয়েছে। উত্তর চরবংশী ইউনিয়ন বিএনপির সভাপতি ফারুক আহম্মেদ কবিরাজের সভাপতিত্বে এতে প্রধান বক্তা ছিলেন রায়পুর উপজেলা বিএনপির সভাপতি জেডএম নাজমুল ইসলাম মিঠু। বিশেষ অতিথি ছিলেন রায়পুর পৌরসভা বিএনপির সভাপতি এবিএম জিলানী, সাবেক সদস্য সচিব শফিকুল আলম আলমাস, রায়পুর উপজেলা বিএনপির সাংগঠনিক সম্পাদক শাহরিয়ার ফয়সাল, অ্যাড. খায়ের আলম, যুবদল নেতা হাবিবুর রহমান সুজন পাটওয়ারী, উপজেলা ছাত্রদল সভাপতি মাহফুজুর রহমান হৃদয়, বিএনপি নেতা গাজী মোস্তফা কামাল, ইমাম হোসেন গাজী ও আরিফ মাহমুদ কবির প্রমুখ।: [56, 1780, 389, 1902]
- news-photo: [1140, 851, 1497, 1041]
- article-body: এ কথা বলেন। দীর্ঘ আট বছর পর নিজ এলাকায় ফিরে এসে পথসভায় উপস্থিত নেতাকর্মীদের উদ্দেশে অপু বলেন, ২০১৮ সালে দেশনেত্রী বেগম খালেদা জিয়া ও দেশনায়ক তারেক রহমানের নির্দেশে আপনাদের ভালোবাসতে এসেছিলাম। কিন্তু আপনাদের মাঝ থেকে আমার ভালোবাসাকে ছিনিয়ে নেওয়া হয়েছিল। সেদিন স্বৈরাচার আওয়ামী লীগের গুন্ডাদের হামলায় শরীয়তপুরের রাজপথ রক্তে ভিজে গিয়েছিল। আমরা সেই দিনের কথা ভুলে যাইনি। তিনি আরও বলেন, দীর্ঘ ১৭ বছর ফ্যাসিবাদী আওয়ামী সরকারের দুঃশাসনে এই শরীয়তপুরে কোনো উন্নয়ন হয়নি। তারা শরীয়তপুর থেকে ঢাকা যাওয়ার রাস্তা পর্যন্ত করতে পারেনি। আমি আপনাদের কথা দিচ্ছি— আপনাদের সহযোগিতা পেলে আগামী দিনে শরীয়তপুরকে বাংলাদেশের একটি মডেল জেলায় পরিণত করব। নেতাকর্মীদের উদ্দেশে তিনি বলেন, বিএনপির ভারপ্রাপ্ত চেয়ারম্যান আপনাদের মাঝে আমাকে পাঠিয়েছেন। আপনারা কেউ মানুষের মনে কষ্ট দেবেন না, দলের মধ্যে অনৈক্য সৃষ্টি করবেন না। আমরা প্রমাণ করব— শরীয়তপুর বিএনপির ঘাঁটি। শরীয়তপুর থেকেই আমরা শুরু করতে চাই। বিএনপির তৃণমূলে কোনো বিভেদ নেই; সবাই এক। এ জন্য আপনাদের সার্বিক সহযোগিতা প্রয়োজন। পথসভায় বক্তব্য রাখেন কৃষক দলের কেন্দ্রীয় সাধারণ সম্পাদক শহিদুল ইসলাম বাবুল, বিএনপির ফরিদপুর বিভাগের সহসাংগঠনিক সম্পাদক সেলিমুজ্জামান সেলিম, কেন্দ্রীয় কৃষক দলের সহসভাপতি এস এম ফয়সাল, বিএনপির জাতীয় নির্বাহী কমিটির সদস্য মহিউদ্দিন আহাম্মেদ ঝিন্টু, জেলা বিএনপির সাংগঠনিক সম্পাদক সাইদ আহাম্মেদ আসলাম, মাহবুব আলম তালুকদার, সাবেক সাংগঠনিক সম্পাদক মহিতুল গনি মিন্টু সরদার প্রমুখ।: [56, 1153, 389, 1437]
- headline-row: [402, 518, 1125, 555]
- article-text: [56, 1780, 389, 1902]
- article-text: মামলায় সাক্ষ্য শেষ হয়েছে ১৯ জনের। এ মামলার মোট চার্জশিটভুক্ত সাক্ষী ২৬ জন। আজমিনা সিদ্দিক ও শেখ হাসিনাসহ ১৮ জনের বিরুদ্ধে দায়ের করা মামলায় সাক্ষ্য শেষ হয়েছে ১৬ জনের। এ মামলার মোট চার্জশিটভুক্ত সাক্ষী ২২ জন। এদিকে রাদওয়ান মুজিব সিদ্দিক ও শেখ হাসিনাসহ ১৮ জনের বিরুদ্ধে দায়ের করা মামলায় সাক্ষ্য শেষ হয়েছে ১৩ জনের। মামলাটির তদন্ত শেষে গত ১০ মার্চ আরো দুই আসামিসহ মোট ১৭ জনের বিরুদ্ধে আদালতে চার্জশিট দাখিল করেন তদন্তকারী কর্মকর্তা আফনান জান্নাত কেয়া। এই মামলায় অন্য আসামিরা হলেন—জাতীয় গৃহায়ন ও গণপূর্ত মন্ত্রণালয়ের প্রশাসনিক কর্মকর্তা মো. সাইফুল ইসলাম সরকার, সিনিয়র সহকারী সচিব পুরবী গোলদার, অতিরিক্ত সচিব অলিউল্লাহ, সচিব কাজী ওয়াছি উদ্দিন, রাজউক-এর সাবেক চেয়ারম্যানের পিএ মো. আনিছুর রহমান মিঞা, সাবেক সদস্য মোহাম্মদ খুরশীদ আলম, তন্ময় দাস, মোহাম্মদ নাসির উদ্দীন, মেজর (ইঞ্জি.) সামসুদ্দীন আহমদ চৌধুরী (অব.), সাবেক পরিচালক মো. নুরুল ইসলাম, সহকারী পরিচালক মাজহারুল ইসলাম, পরিচালক কামরুল ইসলাম, উপ-পরিচালক নায়েব আলী শরীফ, পরিচালক শেখ শহিদুল ইসলাম, তদন্তে প্রাপ্ত আসামি সাবেক প্রধানমন্ত্রীর একান্ত সচিব-১ মোহাম্মদ সালাহ উদ্দিন এবং সাবেক গৃহায়ন ও গণপূর্ত প্রতিমন্ত্রী শরীফ আহমেদ। একই অভিযোগে রাদওয়ান মুজিব সিদ্দিকের বিরুদ্ধে ১৩ জানুয়ারি মামলা করেন দুদকের সহকারী পরিচালক এস. এম. রাশেদুল হাসান। মামলায় টিউলিপ রিজওয়ানা ও শেখ হাসিনাসহ ১৬ জনকে আসামি করা হয়। গত ৩১ জুলাই ঢাকার বিশেষ জজ আদালত-৪ এর বিচারক রবিউল আলম তিন মামলায় আসামিদের বিরুদ্ধে অভিযোগ গঠন করে বিচার শুরুর আদেশ দেন।: [402, 577, 634, 996]
- continued-label: শেষ পাতার পর: [192, 323, 253, 335]
- article: [56, 291, 389, 743]
- headline: রাউজানে অস্ত্র গোলাবারুদসহ: [1183, 2122, 1454, 2149]
- lower-right-column: [766, 1054, 1125, 2384]
- article: [1140, 1364, 1497, 1505]
- logo-english: THE DAILY DINKAL: [1239, 56, 1327, 67]
- article-text: [1140, 1729, 1497, 1878]
- article-text: [1140, 1171, 1497, 1347]
- article-text: [1140, 1556, 1497, 1678]
- article-body: [402, 164, 1125, 511]
- newspaper-logo: [1198, 56, 1407, 128]
- headline: মাহমুদউল্লাহ রিয়াদ হাসপাতালে: [1176, 1989, 1460, 2016]
- headline: নির্বাচনে পুলিশকে শতভাগ নিরপেক্ষ: [415, 1419, 738, 1447]
- continued-label: শেষ পাতার পর: [192, 1939, 253, 1951]
- article: [1140, 1988, 1497, 2116]
- headline: শেষ আটে ম্যানসিটি টটেনহ্যামের: [1170, 1884, 1467, 1911]
- headline: ৯ বিদেশি নাগরিকের: [130, 133, 315, 160]
- logo-daily: দৈনিক: [1208, 58, 1228, 67]
- article-body: গত চারদিন ধরে অসুস্থ মাহমুদউল্লাহ। শুরুতে জ্বরে ভুগছিলেন তিনি। এরপর পরীক্ষা-নিরীক্ষা শেষে জানা যায় ডেঙ্গু আক্রান্ত হয়েছেন তিনি। পরে হাসপাতালে ভর্তি হন। এসব তথ্য ঢাকা পোস্টকে নিশ্চিত করেছে বিসিবির মেডিকেল বিভাগ। এখনো হাসপাতালে থাকলেও মাহমুদউল্লাহর শারীরিক অবস্থা আগের চেয়ে কিছুটা উন্নতি হয়েছে। সবকিছু ঠিক থাকলে আগামী ২-১ দিনের মধ্যে বাড়ি ফিরতে পারবেন সাবেক এই ক্রিকেটার।: [1140, 2034, 1497, 2115]
- article-body: বলেন, ‘এখানে কোনো দলের এজেন্ডা ছিল না, কোনো দলের খবরও তারা একজন হিসেবে গ্রহণ করেননি। আমরা একটি প্রস্তাব দিয়েছিলাম। কিন্তু নির্বাচনের বিভ্রান্তিমূলক তথ্য প্রচার এবং ভিন্ন অবস্থান গ্রহণ করে নির্বাচনের পরিবেশ ও রাজনীতিতে এক ধরনের অস্বচ্ছতা সৃষ্টি করার চেষ্টা চলছে বলে আমরা লক্ষ্য করছি। জামায়াতের এই নেতা বলেন, সংস্কারের সূচনা হয়েছিল। ডা. তাহের জানান, সংস্কারের জন্য সরকারের পক্ষ থেকে একাধিক কমিটি গঠন করা হয়েছিল। এসব কমিটি প্রস্তাবনা দিয়েছিল, যা পরে জুলাই আন্দোলনে ভূমিকা রাখা ৩১টি রাজনৈতিক দলের সঙ্গে আলোচনা করে একমত তৈরি করা হয়। জামায়াতে ইসলামীর এই নেতা বলেন, ‘কিছু গণমাধ্যমে দেখা যাচ্ছে কিছু রাজনৈতিক দলের নেতারা দাবি করছেন, কমিশন কোনো একটি দলের পক্ষে কাজ করছে। কিন্তু এই দাবি বাস্তবতার সঙ্গে একেবারেই সঙ্গত নয়। কনসাসটেন্ড কমিটির বৈঠকে শুধুমাত্র কমিটির এজেন্ডার ভিত্তিতেই আলোচনা হয়েছে। কোনো দলের প্রস্তাবনা বা মতামত সেখানে গ্রহণ করা হয়নি। ডা. তাহের বলেন, ‘কমিশনের কাছে আমাদের একটি প্রস্তাব ছিল নিম্নকক্ষে পিআর পদ্ধতি চালুর। কিন্তু সেটি পর্যালোচনার জন্য গ্রহণ করা হয়নি। বরং কমিশন নিজেদের প্রস্তুত করা এজেন্ডাগুলোর ওপরই আলোচনা করেছে। ফলে কোনো দলের পক্ষে বা বিপক্ষে কাজ করার সুযোগই ছিল না। আলোচনার সময় নানা বিষয়ে মতভেদ থাকলেও, দীর্ঘ আলোচনার মধ্য দিয়ে আমরা ঐকমত্যে পৌঁছেছি। চিন্তার অনৈক্য থেকে ঐক্যে পৌঁছানোই আমাদের বড় সাফল্য। বহু পয়েন্টে আমরা সবাই একমত হতে পেরেছি। এটাই এই প্রক্রিয়ার ইতিবাচক দিক।: [766, 1102, 1125, 1345]
- headline: কাবিননামায় সই করেছেন, ‘না’: [1180, 1684, 1457, 1711]
- article: [1140, 1048, 1497, 1347]
- article-text: [1140, 630, 1497, 846]
- article-body: সংস্কারের ৩১ দফার মধ্যে শিক্ষা সংক্রান্ত দফা সমূহর উপর আলোকপাত করে বক্তব্য রাখেন ঢাকা বিশ্ববিদ্যালয়ের ছাত্রদলের প্রতিনিধি খালেদ এরফান চৌধুরী ও উত্তরাঞ্চল ছাত্র ফোরামের সাংগঠনিক সম্পাদক শিবির আহমেদ। এর আগে সকালে রাশিদাজ্জোহা সরকার মহিলা কলেজ অনুরূপ আরও একটি সভায় প্রধান অতিথি হিসেবে উপস্থিত থেকে বক্তব্য রাখেন বিএনপি স্থায়ী কমিটির সদস্য ইকবাল হাসান মাহমুদ টুকু। বক্তব্য রাখেন কলেজ অধ্যক্ষ প্রফেসার সুলতানা সালমা হোসেন।: [56, 1007, 389, 1102]
- continued-label: শেষ পাতার পর: [192, 1139, 253, 1152]
- continued-label: শেষ পাতার পর: [192, 779, 253, 792]
- article: [766, 1056, 1125, 1345]
- hasina-story: [402, 518, 1125, 1048]
- article-text: [766, 1102, 1125, 1345]
- divider: [996, 137, 1125, 141]
- reporter-credit: দিনকাল রিপোর্ট:: [1140, 630, 1215, 642]
- headline: মুক্তিযুদ্ধকে তারাই খাটো: [113, 962, 332, 990]
- article-body: মিনিটে ২-১ করেন ওমর মারমুশ। আর যোগ করা সময়ে গোল করে বড় জয় নিশ্চিত করেন রায়ান সেরকি। অন্যদিকে নিউক্যাসলের মাঠে লড়াই হয়েছে হাড্ডাহাড্ডি। তবে অনেক ক্ষেত্রে এগিয়ে থাকলেও জিততে পারেনি টটেনহ্যাম। ২৪ মিনিটে ফ্যাবিয়ান সার এবং ৫০ মিনিটে নিক ওলটেমেডের গোলে সহজ জয় নিয়ে মাঠ ছাড়ে নিউক্যাসল।: [1140, 1928, 1497, 1983]
- article: [766, 1672, 1125, 1826]
- article-text: [1140, 1410, 1497, 1505]
- article: [402, 1056, 751, 1412]
- article: [1140, 1510, 1497, 1678]
- article: [56, 962, 389, 1103]
- article: [56, 1442, 389, 1610]
- article-text: [56, 1661, 389, 1729]
- article-text: [56, 1489, 389, 1610]
- article: [1140, 506, 1497, 846]
- continued-label: শেষ পাতার পর: [1288, 1914, 1349, 1927]
- headline: সড়ক দুর্ঘটনা এখন স্থায়ী অভিশাপ: [424, 1057, 730, 1084]
- news-photo: [1140, 130, 1497, 500]
- article-body: [402, 562, 1125, 1041]
